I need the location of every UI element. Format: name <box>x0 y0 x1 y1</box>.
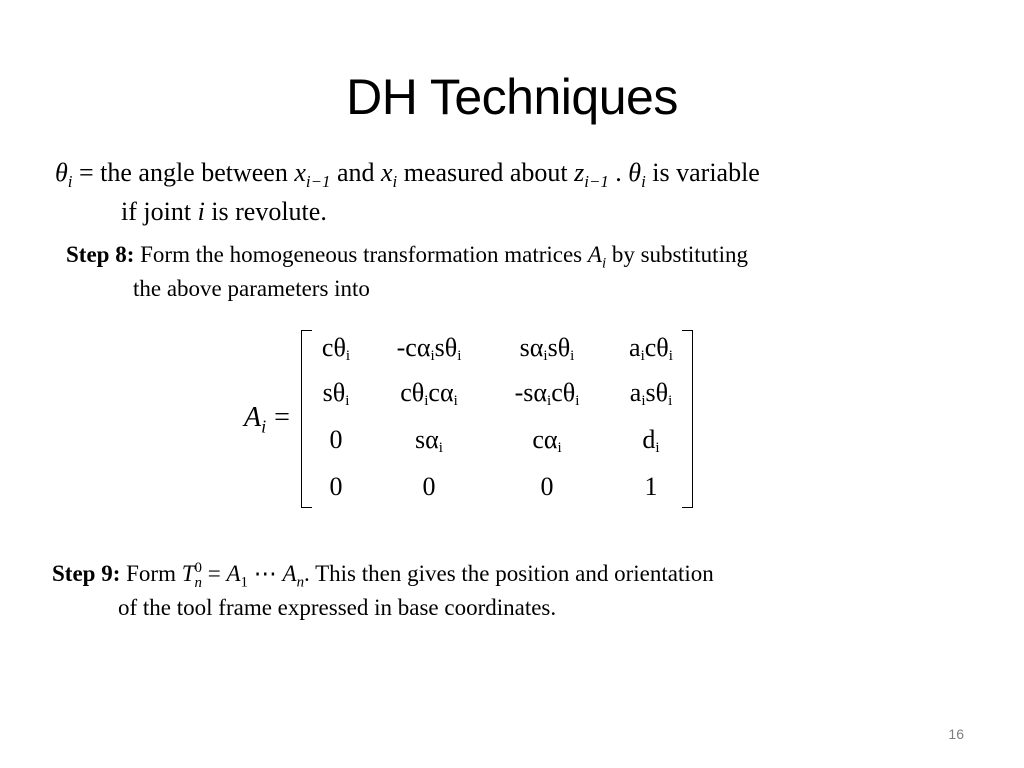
matrix-cell: $c\theta_i$ <box>321 333 351 364</box>
an-symbol: A <box>282 561 297 586</box>
theta-symbol-2: θ <box>628 158 642 187</box>
equals-sign: = <box>72 158 101 187</box>
a1-subscript: 1 <box>240 574 248 591</box>
step-9-text-c: . This then gives the position and orientation <box>304 561 714 586</box>
page-number: 16 <box>948 726 964 742</box>
measured-text: measured about <box>397 158 575 187</box>
t-symbol: T <box>181 561 195 586</box>
and-text: and <box>330 158 381 187</box>
step-9-text-a: Form <box>120 561 182 586</box>
a-i-subscript: i <box>601 255 607 272</box>
matrix-cell: $-s\alpha_ic\theta_i$ <box>514 378 580 409</box>
t-scripts: 0 n <box>194 559 202 591</box>
matrix-cell: $c\alpha_i$ <box>532 425 562 456</box>
transformation-matrix <box>244 330 704 510</box>
step-8-text-b: by substituting <box>606 242 748 267</box>
step-9-line-1 <box>52 559 714 591</box>
matrix-cell: $a_is\theta_i$ <box>629 378 673 409</box>
matrix-cell: $-c\alpha_is\theta_i$ <box>396 333 462 364</box>
slide-title: DH Techniques <box>346 69 678 125</box>
x-prev-symbol: x <box>294 158 306 187</box>
matrix-cell: $c\theta_ic\alpha_i$ <box>400 378 458 409</box>
x-i-symbol: x <box>380 158 393 187</box>
theta-subscript: i <box>67 172 73 192</box>
revolute-text: is revolute. <box>204 197 327 226</box>
z-prev-symbol: z <box>574 158 585 187</box>
matrix-cell: 0 <box>329 472 343 501</box>
variable-text: is variable <box>645 158 760 187</box>
matrix-cell: 0 <box>329 425 343 454</box>
z-prev-subscript: i−1 <box>584 172 609 192</box>
theta-subscript-2: i <box>641 172 646 192</box>
definition-text: the angle between <box>100 158 295 187</box>
matrix-cell: $s\theta_i$ <box>322 378 350 409</box>
x-i-subscript: i <box>392 172 398 192</box>
matrix-cell: $s\alpha_i$ <box>415 425 443 456</box>
if-joint-text: if joint <box>121 197 198 226</box>
matrix-cell: 1 <box>644 472 658 501</box>
matrix-label: $A_i$ = <box>244 402 290 437</box>
matrix-cell: 0 <box>540 472 554 501</box>
cdots: ⋯ <box>248 561 283 586</box>
step-8-text-a: Form the homogeneous transformation matrices <box>134 242 588 267</box>
theta-definition-line-1 <box>55 156 760 190</box>
joint-index: i <box>197 197 205 226</box>
step-8-line-1 <box>66 240 748 270</box>
matrix-cell: $a_ic\theta_i$ <box>629 333 673 364</box>
theta-definition-line-2 <box>121 195 327 229</box>
matrix-cell: 0 <box>422 472 436 501</box>
theta-symbol: θ <box>55 158 68 187</box>
step-9-label: Step 9: <box>52 561 121 586</box>
step-9-line-2: of the tool frame expressed in base coordinates. <box>118 595 557 620</box>
a1-symbol: A <box>226 561 241 586</box>
x-prev-subscript: i−1 <box>305 172 331 192</box>
step-8-line-2: the above parameters into <box>133 276 370 301</box>
a-i-symbol: A <box>587 242 602 267</box>
matrix-cell: $s\alpha_is\theta_i$ <box>519 333 575 364</box>
an-subscript: n <box>296 574 305 591</box>
matrix-cell: $d_i$ <box>642 425 660 456</box>
period: . <box>608 158 629 187</box>
step-9-equals: = <box>201 561 227 586</box>
step-8-label: Step 8: <box>66 242 135 267</box>
